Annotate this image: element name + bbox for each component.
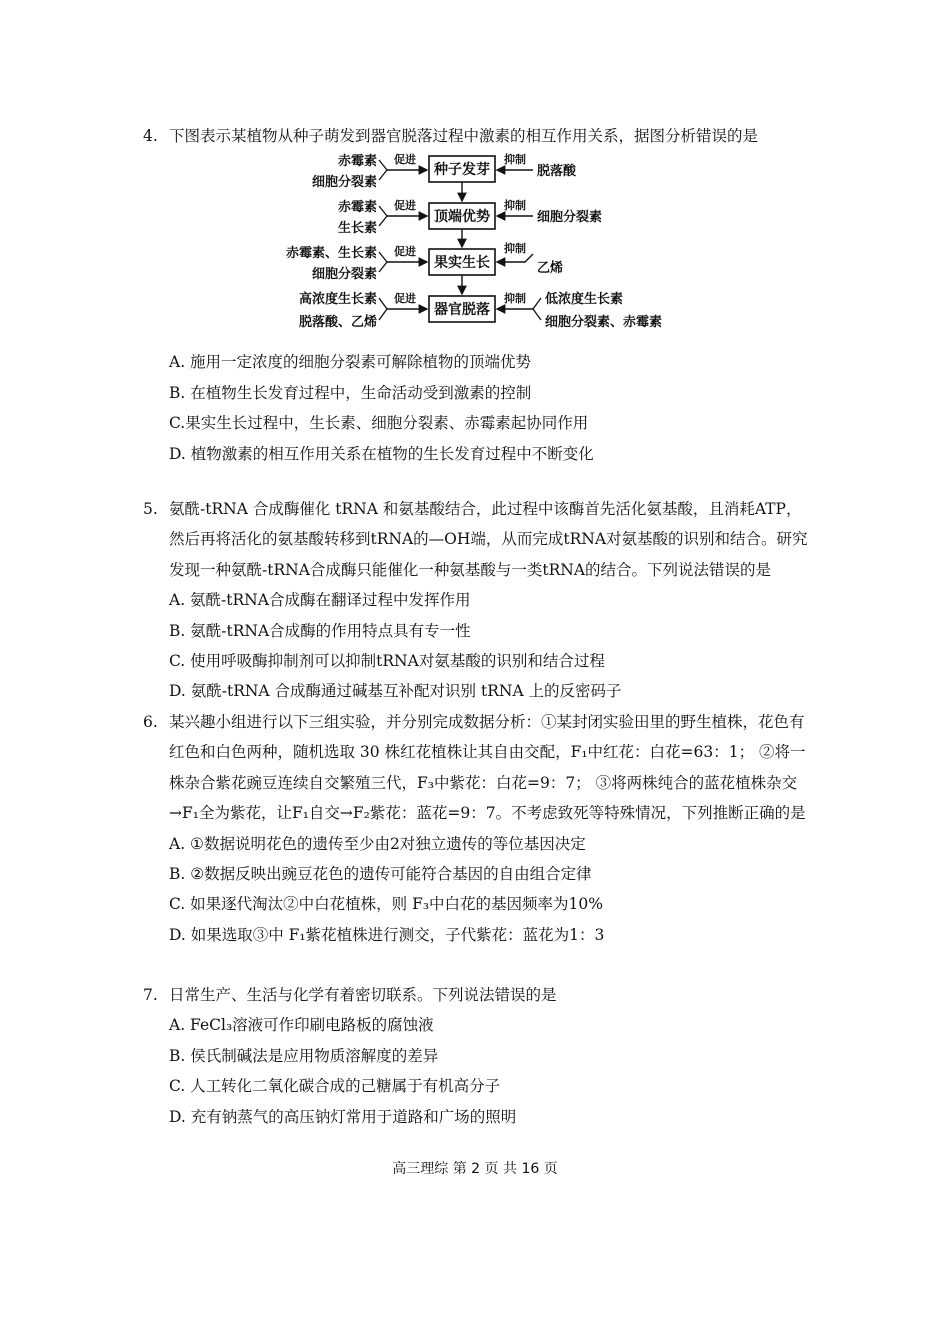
brace (379, 252, 387, 272)
option-c: C.果实生长过程中，生长素、细胞分裂素、赤霉素起协同作用 (169, 414, 589, 433)
question-stem: 日常生产、生活与化学有着密切联系。下列说法错误的是 (169, 986, 557, 1004)
left-hormone: 生长素 (337, 221, 377, 236)
question-7 (143, 980, 813, 1132)
left-hormone: 赤霉素 (337, 154, 377, 169)
promote-label: 促进 (394, 292, 416, 305)
inhibit-label: 抑制 (504, 292, 526, 305)
option-c: C. 人工转化二氧化碳合成的己糖属于有机高分子 (169, 1077, 501, 1096)
question-stem: 下图表示某植物从种子萌发到器官脱落过程中激素的相互作用关系，据图分析错误的是 (169, 127, 759, 145)
option-d: D. 如果选取③中 F₁紫花植株进行测交，子代紫花：蓝花为1：3 (169, 925, 605, 944)
promote-label: 促进 (394, 245, 416, 258)
left-hormone: 高浓度生长素 (298, 292, 377, 307)
question-number: 5. (143, 500, 158, 518)
hormone-interaction-diagram (275, 150, 695, 336)
left-hormone: 脱落酸、乙烯 (298, 315, 377, 330)
right-hormone: 低浓度生长素 (545, 292, 624, 307)
option-c: C. 如果逐代淘汰②中白花植株，则 F₃中白花的基因频率为10% (169, 895, 604, 914)
left-hormone: 赤霉素 (337, 200, 377, 215)
option-b: B. 侯氏制碱法是应用物质溶解度的差异 (169, 1046, 439, 1065)
option-a: A. 氨酰-tRNA合成酶在翻译过程中发挥作用 (169, 591, 471, 610)
option-a: A. ①数据说明花色的遗传至少由2对独立遗传的等位基因决定 (169, 834, 586, 853)
option-c: C. 使用呼吸酶抑制剂可以抑制tRNA对氨基酸的识别和结合过程 (169, 652, 605, 671)
right-hormone: 细胞分裂素 (537, 210, 603, 225)
question-stem: 氨酰-tRNA 合成酶催化 tRNA 和氨基酸结合，此过程中该酶首先活化氨基酸，且消耗ATP，然后再将活化的氨基酸转移到tRNA的—OH端，从而完成tRNA对氨基酸的识别和结合。研究发现一种氨酰-tRNA合成酶只能催化一种氨基酸与一类tRNA的结合。下列说法错误的是 (169, 500, 808, 579)
right-hormone: 脱落酸 (537, 164, 577, 179)
option-b: B. 氨酰-tRNA合成酶的作用特点具有专一性 (169, 621, 471, 640)
promote-label: 促进 (394, 153, 416, 166)
box-label: 顶端优势 (434, 209, 490, 225)
left-hormone: 细胞分裂素 (311, 175, 377, 190)
left-hormone: 细胞分裂素 (311, 267, 377, 282)
question-number: 7. (143, 986, 158, 1004)
box-label: 果实生长 (434, 255, 490, 271)
option-b: B. ②数据反映出豌豆花色的遗传可能符合基因的自由组合定律 (169, 865, 592, 884)
box-label: 种子发芽 (434, 162, 490, 178)
question-5 (143, 494, 813, 707)
brace (379, 298, 387, 320)
brace (379, 206, 387, 226)
page-footer: 高三理综 第 2 页 共 16 页 (392, 1161, 558, 1177)
option-d: D. 充有钠蒸气的高压钠灯常用于道路和广场的照明 (169, 1107, 517, 1126)
right-hormone: 细胞分裂素、赤霉素 (545, 315, 663, 330)
question-number: 4. (143, 127, 158, 145)
option-d: D. 植物激素的相互作用关系在植物的生长发育过程中不断变化 (169, 444, 594, 463)
inhibit-label: 抑制 (504, 199, 526, 212)
option-d: D. 氨酰-tRNA 合成酶通过碱基互补配对识别 tRNA 上的反密码子 (169, 682, 622, 701)
box-label: 器官脱落 (434, 302, 490, 318)
right-hormone: 乙烯 (537, 261, 564, 276)
option-a: A. 施用一定浓度的细胞分裂素可解除植物的顶端优势 (169, 353, 532, 372)
option-b: B. 在植物生长发育过程中，生命活动受到激素的控制 (169, 383, 532, 402)
question-number: 6. (143, 713, 158, 731)
option-a: A. FeCl₃溶液可作印刷电路板的腐蚀液 (169, 1016, 434, 1035)
question-6 (143, 707, 813, 950)
question-stem: 某兴趣小组进行以下三组实验，并分别完成数据分析：①某封闭实验田里的野生植株，花色有红色和白色两种，随机选取 30 株红花植株让其自由交配，F₁中红花：白花=63：1； ②将一株杂合紫花豌豆连续自交繁殖三代，F₃中紫花：白花=9：7； ③将两株纯合的蓝花植株杂交→F₁全为紫花，让F₁自交→F₂紫花：蓝花=9：7。不考虑致死等特殊情况，下列推断正确的是 (169, 713, 806, 823)
inhibit-arrow (497, 254, 533, 262)
brace (533, 298, 541, 320)
left-hormone: 赤霉素、生长素 (285, 246, 377, 261)
inhibit-label: 抑制 (504, 153, 526, 166)
promote-label: 促进 (394, 199, 416, 212)
inhibit-label: 抑制 (504, 242, 526, 255)
brace (379, 160, 387, 180)
